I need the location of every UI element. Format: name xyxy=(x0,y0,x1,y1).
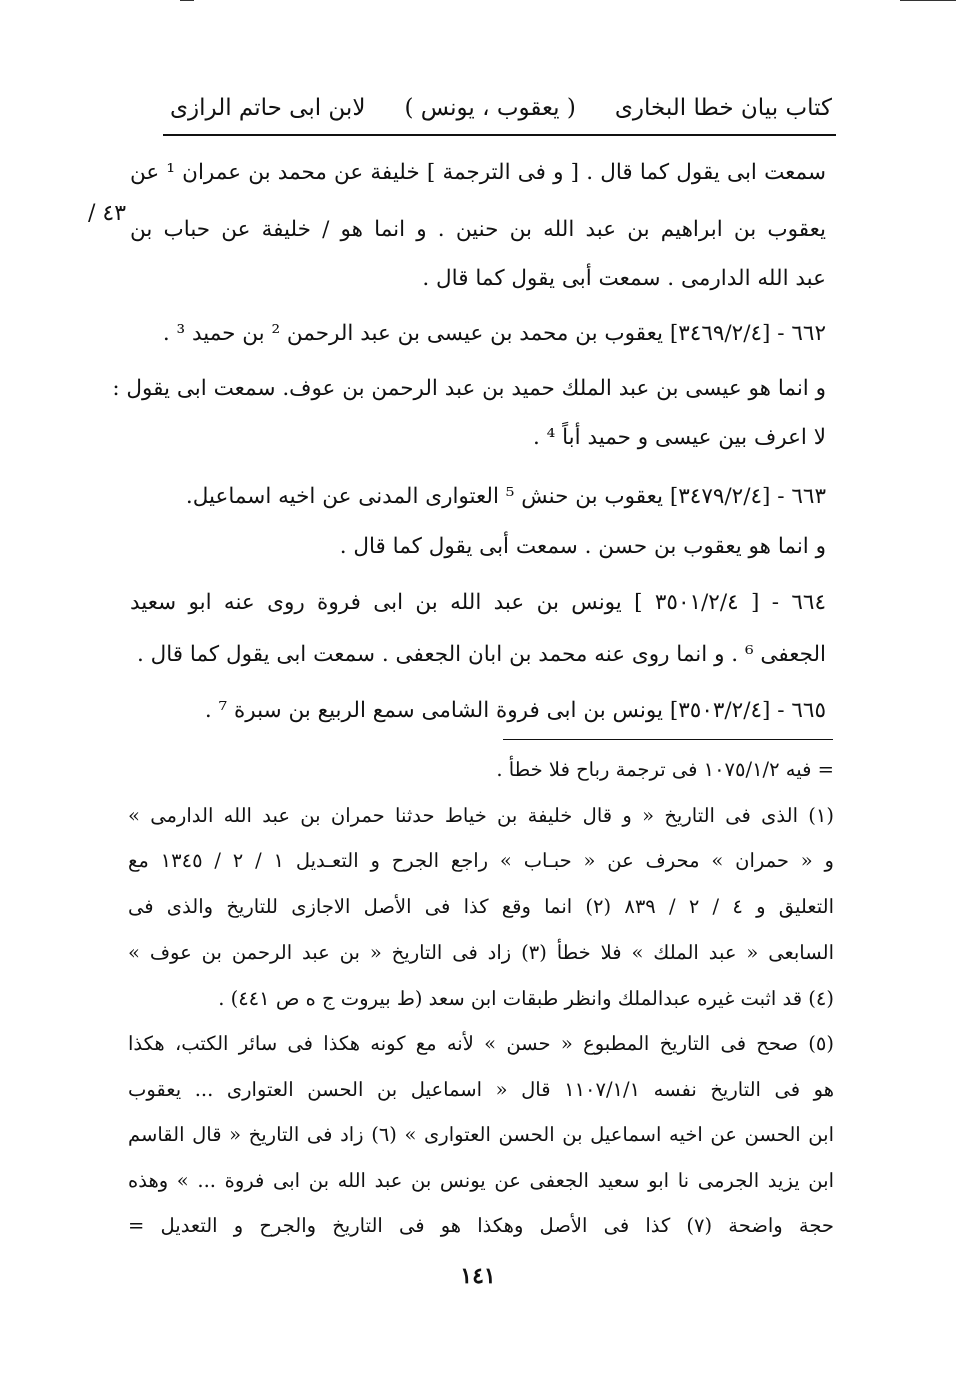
footnote-line: حجة واضحة (٧) كذا فى الأصل وهكذا هو فى التاريخ والجرح و التعديل = xyxy=(128,1214,834,1237)
margin-page-ref: ٤٣ / xyxy=(88,201,127,226)
footnote-line: السابعى « عبد الملك » فلا خطأ (٣) زاد فى التاريخ « بن عبد الرحمن بن عوف » xyxy=(128,941,834,964)
footnote-line: (٥) صحح فى التاريخ المطبوع « حسن » لأنه مع كونه هكذا فى سائر الكتب، هكذا xyxy=(128,1032,834,1055)
footnote-line: التعليق و ٤ / ٢ / ٨٣٩ (٢) انما وقع كذا فى الأصل الاجازى للتاريخ والذى فى xyxy=(128,895,834,918)
text-line: سمعت ابى يقول كما قال . [ و فى الترجمة ] خليفة عن محمد بن عمران ¹ عن xyxy=(130,160,826,185)
header-book-title: كتاب بيان خطا البخارى xyxy=(614,95,832,121)
text-line: و انما هو يعقوب بن حسن . سمعت أبى يقول كما قال . xyxy=(339,534,826,559)
footnote-rule xyxy=(503,739,833,740)
footnote-line: هو فى التاريخ نفسه ١١٠٧/١/١ قال « اسماعيل بن الحسن العتوارى ... يعقوب xyxy=(128,1078,834,1101)
entry-662-heading: ٦٦٢ - [٣٤٦٩/٢/٤] يعقوب بن محمد بن عيسى بن عبد الرحمن ² بن حميد ³ . xyxy=(162,321,826,346)
entry-664-heading: ٦٦٤ - [ ٣٥٠١/٢/٤ ] يونس بن عبد الله بن ابى فروة روى عنه ابو سعيد xyxy=(130,590,826,615)
text-line: عبد الله الدارمى . سمعت أبى يقول كما قال . xyxy=(422,266,826,291)
text-line: يعقوب بن ابراهيم بن عبد الله بن حنين . و انما هو / خليفة عن حباب بن xyxy=(130,217,826,242)
footnote-line: (١) الذى فى التاريخ « و قال خليفة بن خياط حدثنا حمران بن عبد الله الدارمى » xyxy=(128,804,834,827)
entry-663-heading: ٦٦٣ - [٣٤٧٩/٢/٤] يعقوب بن حنش ⁵ العتوارى المدنى عن اخيه اسماعيل. xyxy=(185,484,826,509)
footnote-line: ابن الحسن عن اخيه اسماعيل بن الحسن العتوارى » (٦) زاد فى التاريخ « قال القاسم xyxy=(128,1123,834,1146)
header-author: لابن ابى حاتم الرازى xyxy=(170,95,366,121)
entry-665-heading: ٦٦٥ - [٣٥٠٣/٢/٤] يونس بن ابى فروة الشامى سمع الربيع بن سبرة ⁷ . xyxy=(204,698,826,723)
footnote-line: ابن يزيد الجرمى نا ابو سعيد الجعفى عن يونس بن عبد الله بن ابى فروة ... » وهذه xyxy=(128,1169,834,1192)
running-header xyxy=(170,88,832,128)
page-number: ١٤١ xyxy=(460,1263,496,1289)
footnote-line: و « حمران » محرف عن « حبـاب » راجع الجرح و التعـديل ١ / ٢ / ١٣٤٥ مع xyxy=(128,849,834,872)
scan-mark-right xyxy=(900,0,956,1)
text-line: لا اعرف بين عيسى و حميد أباً ⁴ . xyxy=(533,425,826,450)
footnote-line: = فيه ١٠٧٥/١/٢ فى ترجمة رباح فلا خطأ . xyxy=(496,758,834,781)
footnote-line: (٤) قد اثبت غيره عبدالملك وانظر طبقات ابن سعد (ط بيروت ج ه ص ٤٤١) . xyxy=(218,987,834,1010)
header-section: ( يعقوب ، يونس ) xyxy=(404,95,576,121)
header-rule xyxy=(163,134,836,136)
text-line: و انما هو عيسى بن عبد الملك حميد بن عبد الرحمن بن عوف. سمعت ابى يقول : xyxy=(112,376,826,401)
scan-mark-left xyxy=(180,0,194,1)
text-line: الجعفى ⁶ . و انما روى عنه محمد بن ابان الجعفى . سمعت ابى يقول كما قال . xyxy=(136,642,826,667)
